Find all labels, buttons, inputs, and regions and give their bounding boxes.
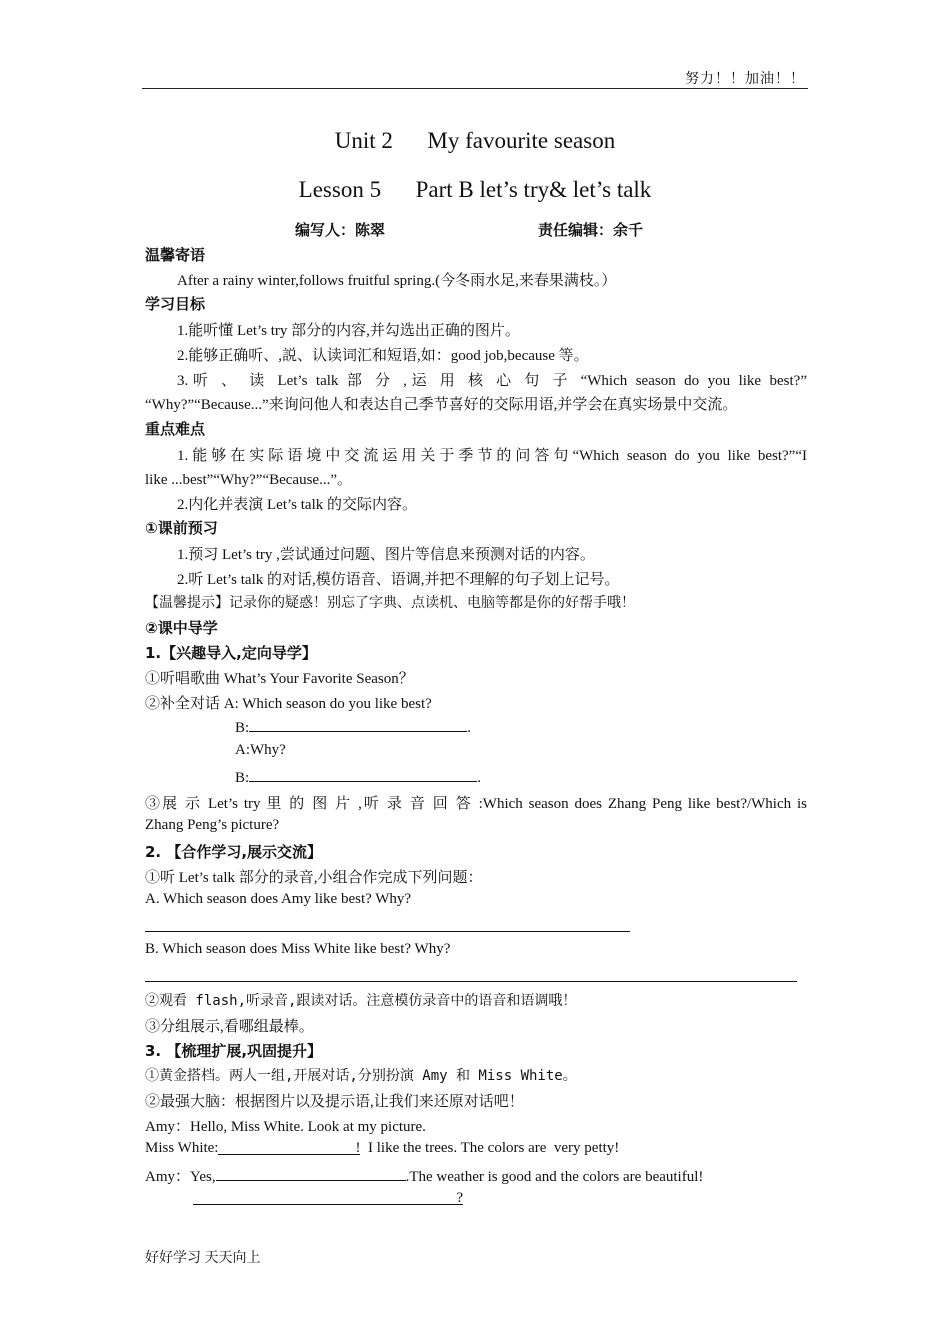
question-a: A. Which season does Amy like best? Why? <box>145 891 412 907</box>
dialog-b2-label: B: <box>235 770 250 786</box>
miss-white-rest: I like the trees. The colors are very petty! <box>360 1140 620 1156</box>
answer-blank[interactable] <box>249 767 477 782</box>
last-line <box>193 1190 463 1207</box>
goal-item-cont: “Why?”“Because...”来询问他人和表达自己季节喜好的交际用语,并学会在真实场景中交流。 <box>145 397 738 413</box>
goal-item: 1.能听懂 Let’s try 部分的内容,并勾选出正确的图片。 <box>177 323 520 339</box>
guide-heading: ②课中导学 <box>145 619 218 637</box>
amy-label: Amy：Yes, <box>145 1169 216 1185</box>
brain-line: ②最强大脑：根据图片以及提示语,让我们来还原对话吧！ <box>145 1094 524 1110</box>
preview-item: 2.听 Let’s talk 的对话,模仿语音、语调,并把不理解的句子划上记号。 <box>177 572 620 588</box>
answer-blank[interactable] <box>218 1140 360 1155</box>
listen-line: ①听 Let’s talk 部分的录音,小组合作完成下列问题： <box>145 870 483 886</box>
answer-blank[interactable] <box>249 717 467 732</box>
unit-title: Unit 2 My favourite season <box>334 128 616 153</box>
amy-line-1: Amy：Hello, Miss White. Look at my picture. <box>145 1119 426 1135</box>
goal-item: 2.能够正确听、,説、认读词汇和短语,如：good job,because 等。 <box>177 348 589 364</box>
dialog-b1 <box>235 717 471 737</box>
dialog-b2 <box>235 767 481 787</box>
answer-line-b[interactable] <box>145 981 797 982</box>
dialog-b1-label: B: <box>235 720 250 736</box>
question-mark: ? <box>456 1190 463 1206</box>
key-point-item-cont: like ...best”“Why?”“Because...”。 <box>145 472 352 488</box>
show-line-cont: Zhang Peng’s picture? <box>145 817 280 833</box>
amy-rest: .The weather is good and the colors are beautiful! <box>405 1169 704 1185</box>
part2-heading: 2. 【合作学习,展示交流】 <box>145 843 323 861</box>
song-line: ①听唱歌曲 What’s Your Favorite Season？ <box>145 671 414 687</box>
miss-white-line <box>145 1140 619 1157</box>
preview-item: 1.预习 Let’s try ,尝试通过问题、图片等信息来预测对话的内容。 <box>177 547 595 563</box>
part1-heading: 1.【兴趣导入,定向导学】 <box>145 644 317 662</box>
key-point-item: 1.能够在实际语境中交流运用关于季节的问答句“Which season do you like best?”“I <box>177 448 807 464</box>
question-b: B. Which season does Miss White like best? Why? <box>145 941 451 957</box>
dialog-b1-end: . <box>467 720 471 736</box>
preview-tip: 【温馨提示】记录你的疑惑！别忘了字典、点读机、电脑等都是你的好帮手哦！ <box>145 595 635 611</box>
dialog-a2: A:Why? <box>235 742 286 758</box>
watch-line: ②观看 flash,听录音,跟读对话。注意模仿录音中的语音和语调哦！ <box>145 993 577 1009</box>
key-point-item: 2.内化并表演 Let’s talk 的交际内容。 <box>177 497 417 513</box>
show-line: ③展 示 Let’s try 里 的 图 片 ,听 录 音 回 答 :Which season does Zhang Peng like best?/Which is <box>145 796 807 812</box>
warm-words-text: After a rainy winter,follows fruitful spring.(今冬雨水足,来春果满枝。） <box>177 273 617 289</box>
exclaim-mark: ! <box>355 1140 361 1156</box>
warm-words-heading: 温馨寄语 <box>145 246 206 264</box>
key-points-heading: 重点难点 <box>145 420 206 438</box>
dialog-b2-end: . <box>477 770 481 786</box>
lesson-title: Lesson 5 Part B let’s try& let’s talk <box>298 177 652 202</box>
answer-blank[interactable] <box>193 1190 463 1205</box>
header-rule <box>142 88 808 89</box>
writer: 编写人：陈翠 <box>295 221 386 239</box>
editor: 责任编辑：余千 <box>538 221 644 239</box>
amy-line-2 <box>145 1165 703 1186</box>
goals-heading: 学习目标 <box>145 295 206 313</box>
groups-line: ③分组展示,看哪组最棒。 <box>145 1019 314 1035</box>
answer-line-a[interactable] <box>145 931 630 932</box>
footer-text: 好好学习 天天向上 <box>145 1251 261 1266</box>
part3-heading: 3. 【梳理扩展,巩固提升】 <box>145 1042 323 1060</box>
miss-white-label: Miss White: <box>145 1140 219 1156</box>
goal-item: 3.听 、 读 Let’s talk 部 分 ,运 用 核 心 句 子 “Which season do you like best?” <box>177 373 807 389</box>
answer-blank[interactable] <box>216 1166 406 1181</box>
pair-line: ①黄金搭档。两人一组,开展对话,分别扮演 Amy 和 Miss White。 <box>145 1068 577 1084</box>
dialog-intro: ②补全对话 A: Which season do you like best? <box>145 696 432 712</box>
preview-heading: ①课前预习 <box>145 519 218 537</box>
header-motto: 努力！！加油！！ <box>685 72 805 87</box>
